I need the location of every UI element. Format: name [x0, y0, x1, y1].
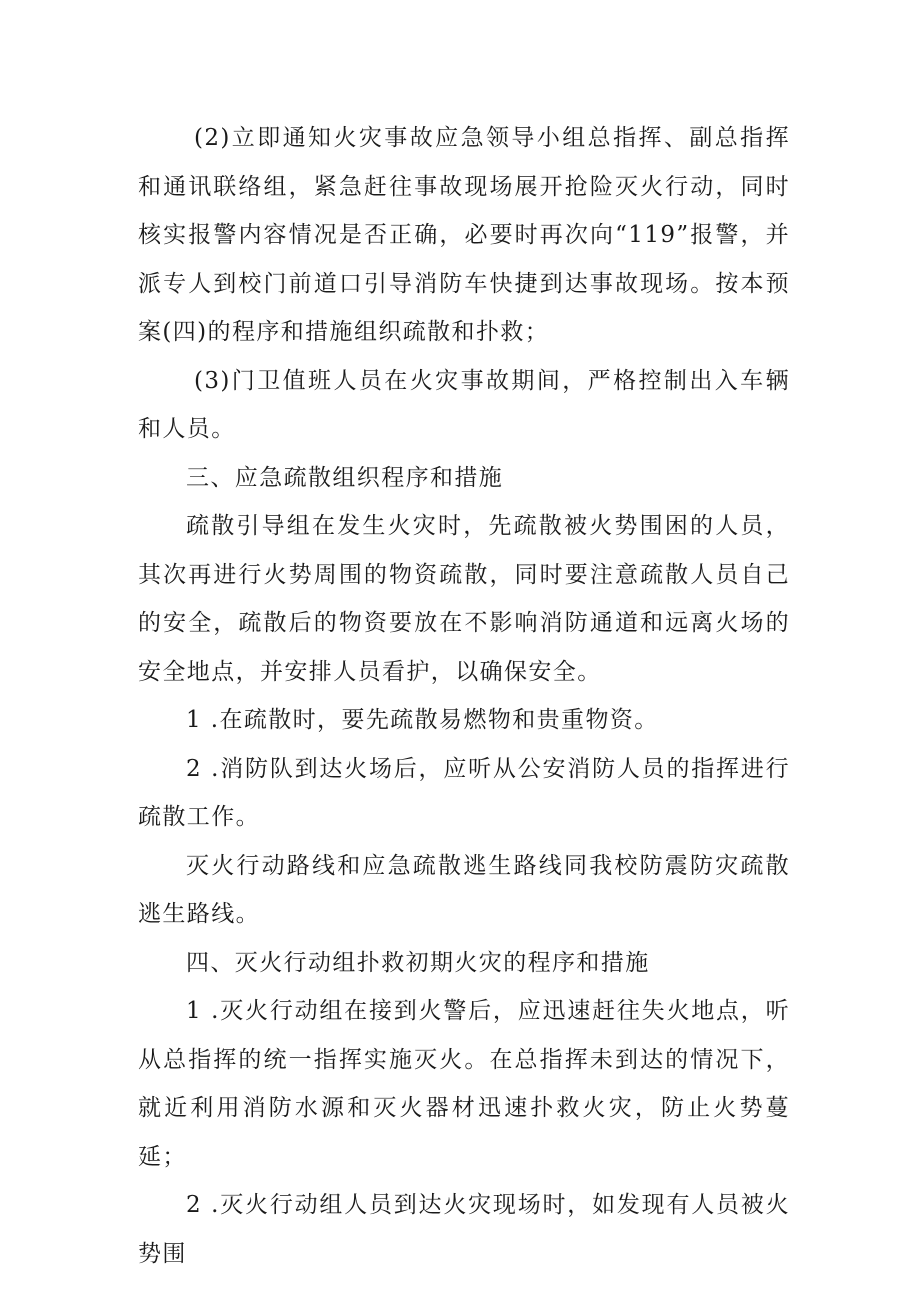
document-body: [138, 114, 790, 1278]
list-item-firefighting-1: 1 .灭火行动组在接到火警后，应迅速赶往失火地点，听从总指挥的统一指挥实施灭火。在总指挥未到达的情况下，就近利用消防水源和灭火器材迅速扑救火灾，防止火势蔓延；: [138, 998, 790, 1170]
section-heading-evacuation: 三、应急疏散组织程序和措施: [186, 464, 504, 491]
list-item-firefighting-2: 2 .灭火行动组人员到达火灾现场时，如发现有人员被火势围: [138, 1192, 790, 1267]
paragraph-gate-control: (3)门卫值班人员在火灾事故期间，严格控制出入车辆和人员。: [138, 367, 790, 442]
section-heading-firefighting: 四、灭火行动组扑救初期火灾的程序和措施: [186, 949, 650, 976]
list-item-evacuation-1: 1 .在疏散时，要先疏散易燃物和贵重物资。: [186, 707, 659, 733]
paragraph-escape-route: 灭火行动路线和应急疏散逃生路线同我校防震防灾疏散逃生路线。: [138, 852, 790, 927]
paragraph-evacuation-guide: 疏散引导组在发生火灾时，先疏散被火势围困的人员，其次再进行火势周围的物资疏散，同时要注意疏散人员自己的安全，疏散后的物资要放在不影响消防通道和远离火场的安全地点，并安排人员看护，以确保安全。: [138, 513, 790, 685]
paragraph-notify-command: (2)立即通知火灾事故应急领导小组总指挥、副总指挥和通讯联络组，紧急赶往事故现场展开抢险灭火行动，同时核实报警内容情况是否正确，必要时再次向“119”报警，并派专人到校门前道口引导消防车快捷到达事故现场。按本预案(四)的程序和措施组织疏散和扑救；: [138, 125, 790, 345]
list-item-evacuation-2: 2 .消防队到达火场后，应听从公安消防人员的指挥进行疏散工作。: [138, 755, 790, 830]
